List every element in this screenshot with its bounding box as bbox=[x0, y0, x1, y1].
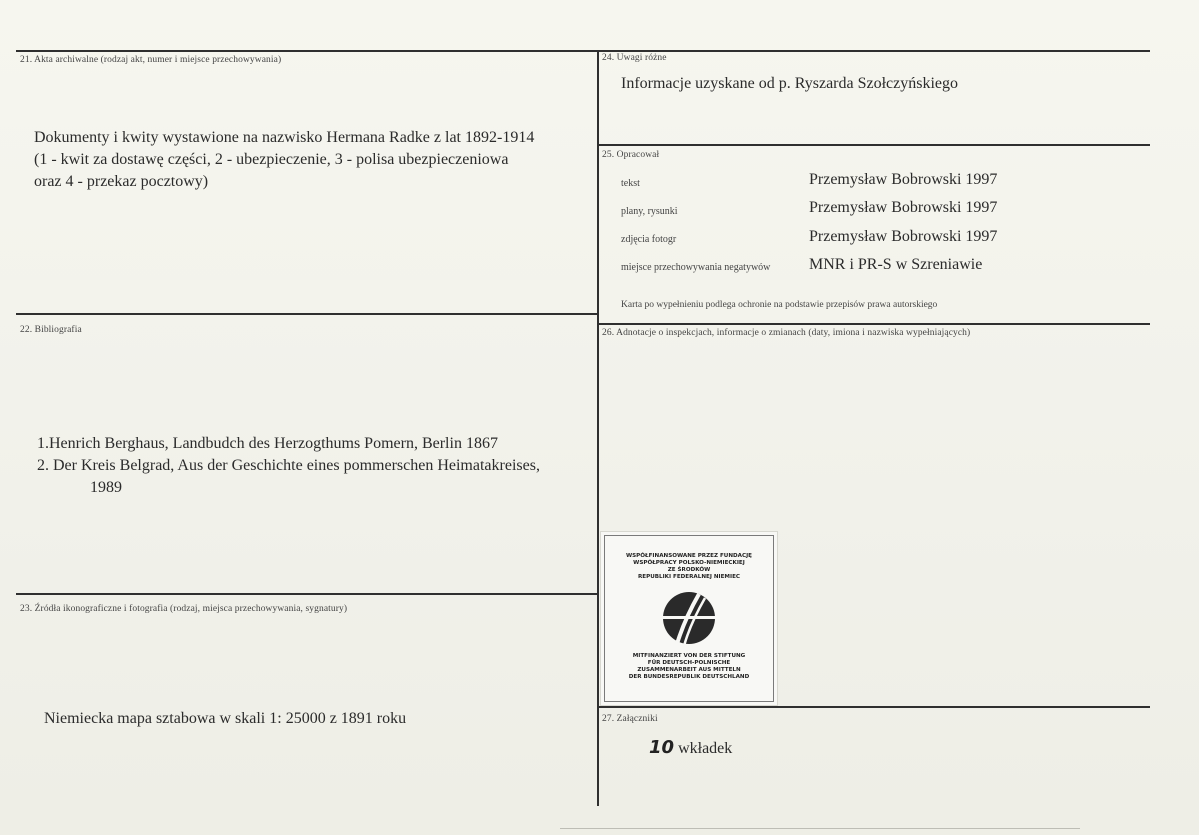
bibliography-item-1: 1.Henrich Berghaus, Landbudch des Herzogthums Pomern, Berlin 1867 bbox=[37, 435, 498, 452]
row-label-plany: plany, rysunki bbox=[621, 206, 678, 217]
rule-right-27 bbox=[597, 706, 1150, 708]
section-21-line-1: Dokumenty i kwity wystawione na nazwisko Hermana Radke z lat 1892-1914 bbox=[34, 129, 535, 146]
bottom-scan-line bbox=[560, 828, 1080, 829]
stamp-bottom-line-1: MITFINANZIERT VON DER STIFTUNG bbox=[632, 653, 746, 659]
section-23-label: 23. Źródła ikonograficzne i fotografia (rodzaj, miejsca przechowywania, sygnatury) bbox=[20, 604, 348, 614]
row-value-tekst: Przemysław Bobrowski 1997 bbox=[809, 171, 998, 188]
stamp-top-line-4: REPUBLIKI FEDERALNEJ NIEMIEC bbox=[637, 574, 741, 580]
copyright-note: Karta po wypełnieniu podlega ochronie na podstawie przepisów prawa autorskiego bbox=[621, 300, 938, 310]
section-21-label: 21. Akta archiwalne (rodzaj akt, numer i miejsce przechowywania) bbox=[20, 55, 282, 65]
stamp-border bbox=[604, 535, 774, 702]
row-value-negatywy: MNR i PR-S w Szreniawie bbox=[809, 256, 983, 273]
top-rule bbox=[16, 50, 1150, 52]
section-27-label: 27. Załączniki bbox=[602, 714, 658, 724]
section-24-label: 24. Uwagi różne bbox=[602, 53, 667, 63]
attachments-text: wkładek bbox=[678, 740, 733, 757]
stamp-top-line-2: WSPÓŁPRACY POLSKO-NIEMIECKIEJ bbox=[633, 560, 745, 566]
rule-right-25 bbox=[597, 144, 1150, 146]
stamp-bottom-line-2: FÜR DEUTSCH-POLNISCHE bbox=[647, 660, 731, 666]
section-25-label: 25. Opracował bbox=[602, 150, 660, 160]
stamp-bottom-line-4: DER BUNDESREPUBLIK DEUTSCHLAND bbox=[628, 674, 750, 680]
section-23-text: Niemiecka mapa sztabowa w skali 1: 25000 z 1891 roku bbox=[44, 710, 407, 727]
foundation-logo-icon bbox=[659, 588, 719, 648]
funding-stamp bbox=[600, 531, 778, 706]
row-label-negatywy: miejsce przechowywania negatywów bbox=[621, 262, 771, 273]
section-21-line-2: (1 - kwit za dostawę części, 2 - ubezpieczenie, 3 - polisa ubezpieczeniowa bbox=[34, 151, 509, 168]
handwritten-count: 10 bbox=[649, 737, 675, 758]
stamp-top-line-3: ZE ŚRODKÓW bbox=[667, 567, 711, 573]
stamp-top-line-1: WSPÓŁFINANSOWANE PRZEZ FUNDACJĘ bbox=[625, 553, 753, 559]
row-label-tekst: tekst bbox=[621, 178, 640, 189]
row-value-zdjecia: Przemysław Bobrowski 1997 bbox=[809, 228, 998, 245]
row-value-plany: Przemysław Bobrowski 1997 bbox=[809, 199, 998, 216]
rule-left-22 bbox=[16, 313, 597, 315]
rule-left-23 bbox=[16, 593, 597, 595]
rule-right-26 bbox=[597, 323, 1150, 325]
section-22-label: 22. Bibliografia bbox=[20, 325, 82, 335]
center-divider bbox=[597, 50, 599, 806]
row-label-zdjecia: zdjęcia fotogr bbox=[621, 234, 677, 245]
stamp-bottom-line-3: ZUSAMMENARBEIT AUS MITTELN bbox=[637, 667, 741, 673]
bibliography-item-2-year: 1989 bbox=[90, 479, 122, 496]
attachments-value bbox=[649, 738, 732, 759]
bibliography-item-2: 2. Der Kreis Belgrad, Aus der Geschichte eines pommerschen Heimatakreises, bbox=[37, 457, 540, 474]
section-21-line-3: oraz 4 - przekaz pocztowy) bbox=[34, 173, 209, 190]
section-26-label: 26. Adnotacje o inspekcjach, informacje o zmianach (daty, imiona i nazwiska wypełniających) bbox=[602, 328, 971, 338]
section-24-text: Informacje uzyskane od p. Ryszarda Szołczyńskiego bbox=[621, 75, 959, 92]
